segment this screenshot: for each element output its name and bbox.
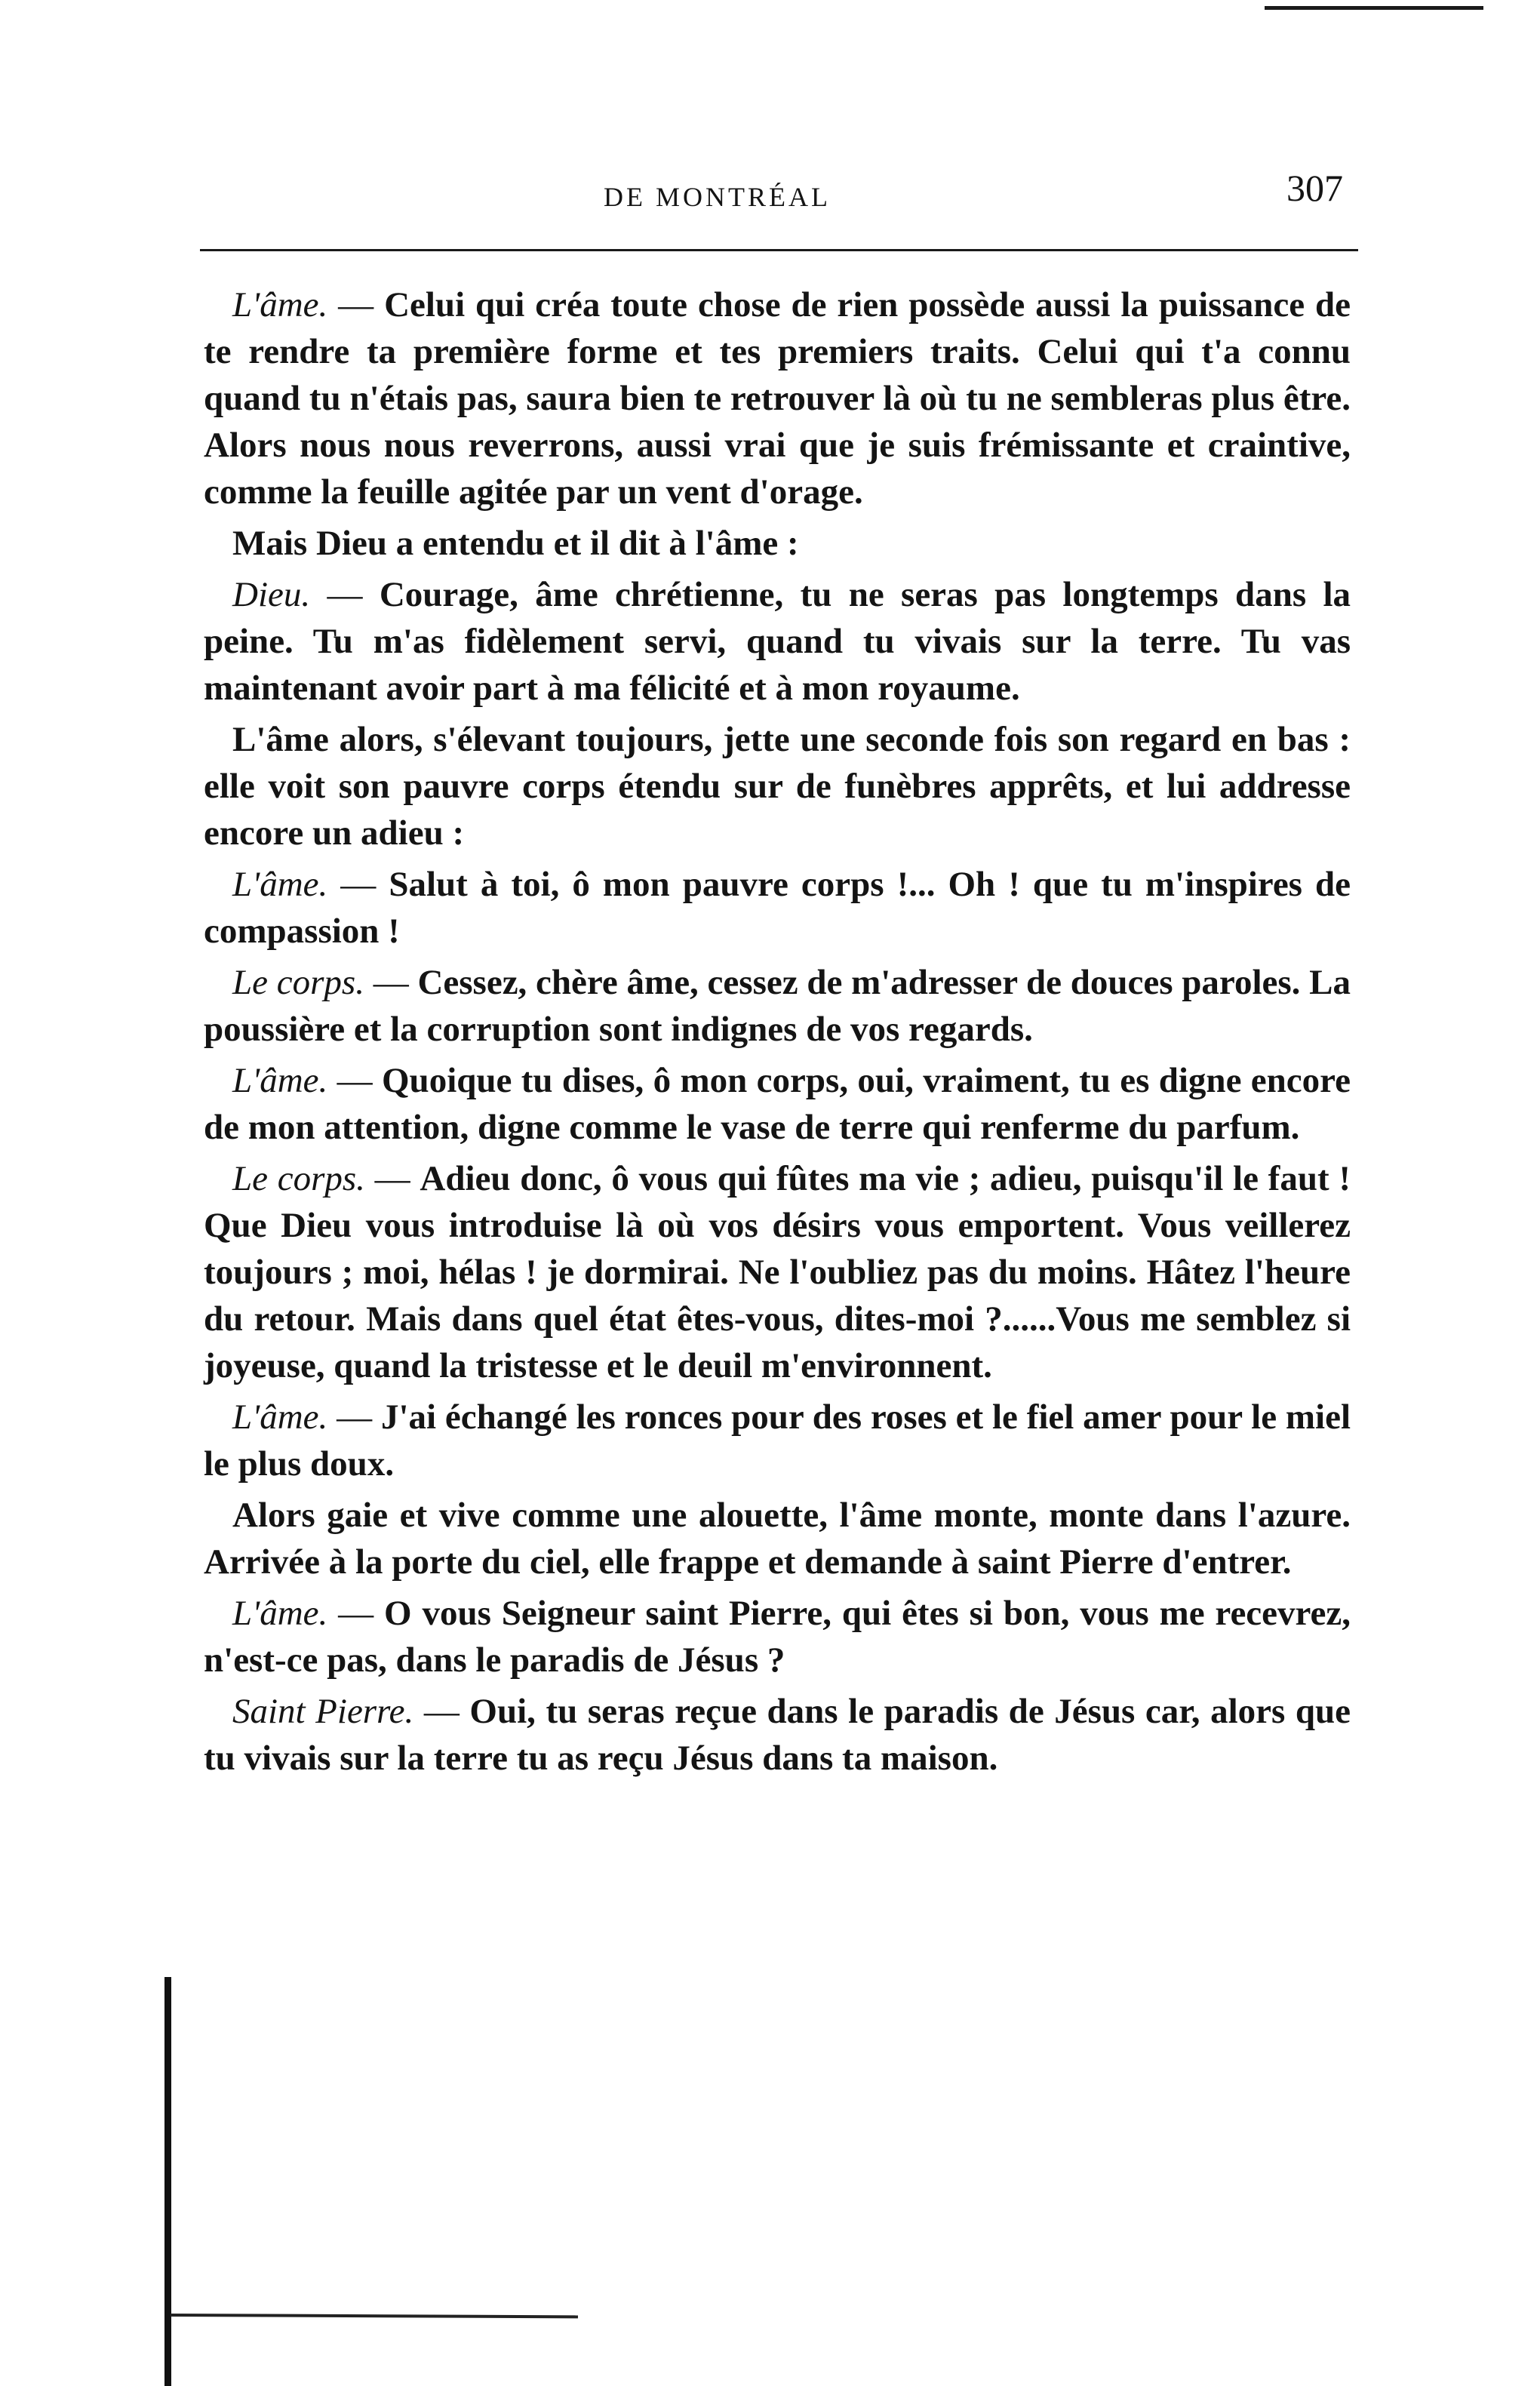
- running-title: DE MONTRÉAL: [604, 182, 831, 212]
- paragraph-text: Oui, tu seras reçue dans le paradis de Jésus car, alors que tu vivais sur la terre tu as reçu Jésus dans ta maison.: [204, 1692, 1351, 1778]
- paragraph: [204, 1688, 1351, 1782]
- speaker-dash: —: [338, 1594, 385, 1633]
- speaker-dash: —: [337, 1397, 381, 1437]
- paragraph: [204, 1492, 1351, 1585]
- paragraph-text: Celui qui créa toute chose de rien possède aussi la puissance de te rendre ta première forme et tes premiers traits. Celui qui t'a connu quand tu n'étais pas, saura bien te retrouver là où tu ne sembleras plus être. Alors nous nous reverrons, aussi vrai que je suis frémissante et craintive, comme la feuille agitée par un vent d'orage.: [204, 285, 1351, 512]
- speaker-label: L'âme.: [232, 865, 328, 904]
- speaker-label: L'âme.: [232, 285, 328, 324]
- scan-top-rule: [1265, 6, 1483, 10]
- paragraph: [204, 716, 1351, 856]
- speaker-dash: —: [338, 285, 385, 324]
- paragraph-text: Mais Dieu a entendu et il dit à l'âme :: [232, 524, 799, 563]
- book-page: [196, 166, 1373, 1786]
- paragraph-text: Adieu donc, ô vous qui fûtes ma vie ; adieu, puisqu'il le faut ! Que Dieu vous introduise là où vos désirs vous emportent. Vous veillerez toujours ; moi, hélas ! je dormirai. Ne l'oubliez pas du moins. Hâtez l'heure du retour. Mais dans quel état êtes-vous, dites-moi ?......Vous me semblez si joyeuse, quand la tristesse et le deuil m'environnent.: [204, 1159, 1351, 1385]
- paragraph: [204, 861, 1351, 955]
- paragraph-text: Courage, âme chrétienne, tu ne seras pas longtemps dans la peine. Tu m'as fidèlement servi, quand tu vivais sur la terre. Tu vas maintenant avoir part à ma félicité et à mon royaume.: [204, 575, 1351, 708]
- paragraph: [204, 1590, 1351, 1683]
- paragraph: [204, 1394, 1351, 1487]
- paragraph: [204, 1155, 1351, 1389]
- speaker-label: Saint Pierre.: [232, 1692, 414, 1731]
- paragraph: [204, 1057, 1351, 1151]
- paragraph-text: O vous Seigneur saint Pierre, qui êtes si bon, vous me recevrez, n'est-ce pas, dans le paradis de Jésus ?: [204, 1594, 1351, 1680]
- speaker-label: L'âme.: [232, 1594, 328, 1633]
- body-text: [204, 281, 1351, 1782]
- speaker-dash: —: [374, 1159, 420, 1198]
- paragraph-text: Salut à toi, ô mon pauvre corps !... Oh ! que tu m'inspires de compassion !: [204, 865, 1351, 951]
- paragraph: [204, 281, 1351, 515]
- speaker-dash: —: [423, 1692, 470, 1731]
- paragraph-text: Quoique tu dises, ô mon corps, oui, vraiment, tu es digne encore de mon attention, digne comme le vase de terre qui renferme du parfum.: [204, 1061, 1351, 1147]
- page-number: 307: [1286, 167, 1343, 209]
- speaker-dash: —: [340, 865, 389, 904]
- speaker-label: Le corps.: [232, 963, 364, 1002]
- header-rule: [200, 249, 1358, 251]
- running-head: [196, 166, 1373, 226]
- paragraph-text: L'âme alors, s'élevant toujours, jette une seconde fois son regard en bas : elle voit son pauvre corps étendu sur de funèbres apprêts, et lui addresse encore un adieu :: [204, 720, 1351, 853]
- speaker-label: Le corps.: [232, 1159, 365, 1198]
- speaker-dash: —: [327, 575, 380, 614]
- paragraph: [204, 959, 1351, 1053]
- paragraph-text: Cessez, chère âme, cessez de m'adresser de douces paroles. La poussière et la corruption sont indignes de vos regards.: [204, 963, 1351, 1049]
- paragraph: [204, 571, 1351, 712]
- scan-bottom-rule: [171, 2314, 578, 2318]
- speaker-dash: —: [337, 1061, 382, 1100]
- speaker-label: Dieu.: [232, 575, 311, 614]
- speaker-label: L'âme.: [232, 1061, 328, 1100]
- paragraph-text: J'ai échangé les ronces pour des roses et le fiel amer pour le miel le plus doux.: [204, 1397, 1351, 1484]
- paragraph-text: Alors gaie et vive comme une alouette, l'âme monte, monte dans l'azure. Arrivée à la porte du ciel, elle frappe et demande à saint Pierre d'entrer.: [204, 1496, 1351, 1582]
- paragraph: [204, 520, 1351, 567]
- speaker-label: L'âme.: [232, 1397, 328, 1437]
- scan-left-edge-shadow: [164, 1977, 171, 2386]
- speaker-dash: —: [373, 963, 418, 1002]
